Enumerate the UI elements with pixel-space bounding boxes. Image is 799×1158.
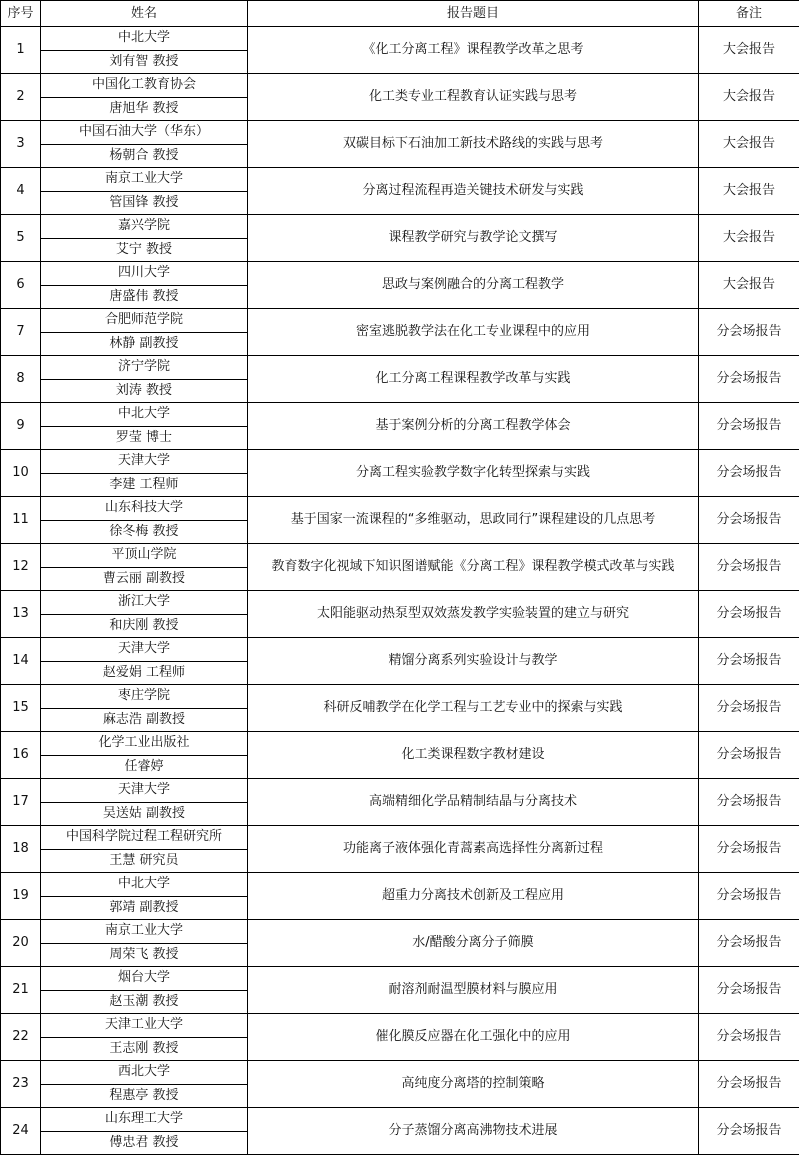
table-row	[1, 121, 799, 145]
report-type: 分会场报告	[699, 591, 799, 638]
speaker-organization: 南京工业大学	[41, 168, 248, 192]
report-type: 分会场报告	[699, 309, 799, 356]
report-type: 分会场报告	[699, 826, 799, 873]
table-row	[1, 356, 799, 380]
speaker-organization: 平顶山学院	[41, 544, 248, 568]
speaker-name: 程惠亭 教授	[41, 1084, 248, 1108]
table-row	[1, 732, 799, 756]
table-row	[1, 1108, 799, 1132]
speaker-organization: 中国科学院过程工程研究所	[41, 826, 248, 850]
speaker-organization: 南京工业大学	[41, 920, 248, 944]
table-row	[1, 544, 799, 568]
row-number: 3	[1, 121, 41, 168]
report-type: 分会场报告	[699, 450, 799, 497]
header-note: 备注	[699, 1, 799, 27]
speaker-organization: 西北大学	[41, 1061, 248, 1085]
speaker-name: 李建 工程师	[41, 473, 248, 497]
speaker-name: 艾宁 教授	[41, 238, 248, 262]
report-title: 耐溶剂耐温型膜材料与膜应用	[248, 967, 699, 1014]
report-title: 分离过程流程再造关键技术研发与实践	[248, 168, 699, 215]
header-no: 序号	[1, 1, 41, 27]
speaker-organization: 化学工业出版社	[41, 732, 248, 756]
speaker-name: 罗莹 博士	[41, 426, 248, 450]
speaker-name: 吴送姑 副教授	[41, 802, 248, 826]
report-type: 分会场报告	[699, 873, 799, 920]
row-number: 18	[1, 826, 41, 873]
speaker-organization: 济宁学院	[41, 356, 248, 380]
table-row	[1, 1061, 799, 1085]
table-row	[1, 685, 799, 709]
table-row	[1, 873, 799, 897]
speaker-organization: 山东科技大学	[41, 497, 248, 521]
report-title: 水/醋酸分离分子筛膜	[248, 920, 699, 967]
speaker-name: 管国锋 教授	[41, 191, 248, 215]
row-number: 19	[1, 873, 41, 920]
speaker-organization: 四川大学	[41, 262, 248, 286]
report-title: 课程教学研究与教学论文撰写	[248, 215, 699, 262]
report-title: 《化工分离工程》课程教学改革之思考	[248, 27, 699, 74]
report-type: 分会场报告	[699, 356, 799, 403]
speaker-organization: 烟台大学	[41, 967, 248, 991]
speaker-name: 周荣飞 教授	[41, 943, 248, 967]
speaker-name: 曹云丽 副教授	[41, 567, 248, 591]
report-title: 超重力分离技术创新及工程应用	[248, 873, 699, 920]
report-type: 分会场报告	[699, 497, 799, 544]
row-number: 20	[1, 920, 41, 967]
speaker-organization: 合肥师范学院	[41, 309, 248, 333]
speaker-name: 麻志浩 副教授	[41, 708, 248, 732]
speaker-organization: 中北大学	[41, 403, 248, 427]
row-number: 15	[1, 685, 41, 732]
row-number: 4	[1, 168, 41, 215]
row-number: 1	[1, 27, 41, 74]
speaker-name: 郭靖 副教授	[41, 896, 248, 920]
report-title: 化工类专业工程教育认证实践与思考	[248, 74, 699, 121]
row-number: 9	[1, 403, 41, 450]
report-title: 功能离子液体强化青蒿素高选择性分离新过程	[248, 826, 699, 873]
table-row	[1, 403, 799, 427]
table-row	[1, 262, 799, 286]
speaker-name: 王慧 研究员	[41, 849, 248, 873]
report-type: 大会报告	[699, 74, 799, 121]
report-title: 思政与案例融合的分离工程教学	[248, 262, 699, 309]
row-number: 8	[1, 356, 41, 403]
row-number: 10	[1, 450, 41, 497]
speaker-name: 王志刚 教授	[41, 1037, 248, 1061]
speaker-organization: 浙江大学	[41, 591, 248, 615]
speaker-name: 任睿婷	[41, 755, 248, 779]
speaker-organization: 中北大学	[41, 27, 248, 51]
table-body	[1, 27, 799, 1155]
report-title: 科研反哺教学在化学工程与工艺专业中的探索与实践	[248, 685, 699, 732]
speaker-organization: 天津大学	[41, 779, 248, 803]
table-row	[1, 497, 799, 521]
report-title: 高纯度分离塔的控制策略	[248, 1061, 699, 1108]
table-row	[1, 1014, 799, 1038]
speaker-name: 刘有智 教授	[41, 50, 248, 74]
speaker-name: 刘涛 教授	[41, 379, 248, 403]
row-number: 2	[1, 74, 41, 121]
row-number: 21	[1, 967, 41, 1014]
report-title: 密室逃脱教学法在化工专业课程中的应用	[248, 309, 699, 356]
report-title: 基于国家一流课程的“多维驱动，思政同行”课程建设的几点思考	[248, 497, 699, 544]
table-row	[1, 638, 799, 662]
report-type: 分会场报告	[699, 967, 799, 1014]
table-row	[1, 967, 799, 991]
table-row	[1, 450, 799, 474]
row-number: 24	[1, 1108, 41, 1155]
report-type: 大会报告	[699, 262, 799, 309]
table-row	[1, 215, 799, 239]
report-type: 分会场报告	[699, 638, 799, 685]
report-title: 基于案例分析的分离工程教学体会	[248, 403, 699, 450]
row-number: 17	[1, 779, 41, 826]
report-title: 分离工程实验教学数字化转型探索与实践	[248, 450, 699, 497]
report-type: 分会场报告	[699, 779, 799, 826]
report-type: 大会报告	[699, 121, 799, 168]
speaker-name: 赵爱娟 工程师	[41, 661, 248, 685]
speaker-organization: 嘉兴学院	[41, 215, 248, 239]
speaker-organization: 山东理工大学	[41, 1108, 248, 1132]
table-row	[1, 779, 799, 803]
report-type: 分会场报告	[699, 1014, 799, 1061]
row-number: 6	[1, 262, 41, 309]
speaker-name: 林静 副教授	[41, 332, 248, 356]
row-number: 14	[1, 638, 41, 685]
table-row	[1, 309, 799, 333]
report-type: 分会场报告	[699, 1061, 799, 1108]
report-title: 催化膜反应器在化工强化中的应用	[248, 1014, 699, 1061]
report-title: 分子蒸馏分离高沸物技术进展	[248, 1108, 699, 1155]
speaker-name: 杨朝合 教授	[41, 144, 248, 168]
speaker-name: 唐盛伟 教授	[41, 285, 248, 309]
report-title: 高端精细化学品精制结晶与分离技术	[248, 779, 699, 826]
row-number: 23	[1, 1061, 41, 1108]
speaker-name: 徐冬梅 教授	[41, 520, 248, 544]
report-type: 分会场报告	[699, 544, 799, 591]
header-title: 报告题目	[248, 1, 699, 27]
header-row	[1, 1, 799, 27]
report-type: 分会场报告	[699, 1108, 799, 1155]
table-row	[1, 168, 799, 192]
table-row	[1, 920, 799, 944]
speaker-organization: 中北大学	[41, 873, 248, 897]
table-row	[1, 826, 799, 850]
row-number: 11	[1, 497, 41, 544]
row-number: 7	[1, 309, 41, 356]
report-title: 双碳目标下石油加工新技术路线的实践与思考	[248, 121, 699, 168]
speaker-organization: 天津大学	[41, 450, 248, 474]
row-number: 13	[1, 591, 41, 638]
speaker-name: 唐旭华 教授	[41, 97, 248, 121]
report-type: 分会场报告	[699, 685, 799, 732]
row-number: 16	[1, 732, 41, 779]
speaker-name: 赵玉潮 教授	[41, 990, 248, 1014]
speaker-organization: 枣庄学院	[41, 685, 248, 709]
report-type: 分会场报告	[699, 403, 799, 450]
table-row	[1, 74, 799, 98]
report-title: 太阳能驱动热泵型双效蒸发教学实验装置的建立与研究	[248, 591, 699, 638]
speaker-name: 傅忠君 教授	[41, 1131, 248, 1155]
report-type: 大会报告	[699, 215, 799, 262]
report-title: 精馏分离系列实验设计与教学	[248, 638, 699, 685]
report-type: 分会场报告	[699, 920, 799, 967]
header-name: 姓名	[41, 1, 248, 27]
report-title: 化工类课程数字教材建设	[248, 732, 699, 779]
speaker-organization: 中国石油大学（华东）	[41, 121, 248, 145]
report-type: 大会报告	[699, 168, 799, 215]
table-row	[1, 27, 799, 51]
row-number: 22	[1, 1014, 41, 1061]
report-title: 教育数字化视域下知识图谱赋能《分离工程》课程教学模式改革与实践	[248, 544, 699, 591]
row-number: 5	[1, 215, 41, 262]
speaker-organization: 天津大学	[41, 638, 248, 662]
row-number: 12	[1, 544, 41, 591]
speaker-name: 和庆刚 教授	[41, 614, 248, 638]
speaker-organization: 天津工业大学	[41, 1014, 248, 1038]
report-type: 大会报告	[699, 27, 799, 74]
report-title: 化工分离工程课程教学改革与实践	[248, 356, 699, 403]
report-type: 分会场报告	[699, 732, 799, 779]
table-row	[1, 591, 799, 615]
speaker-organization: 中国化工教育协会	[41, 74, 248, 98]
